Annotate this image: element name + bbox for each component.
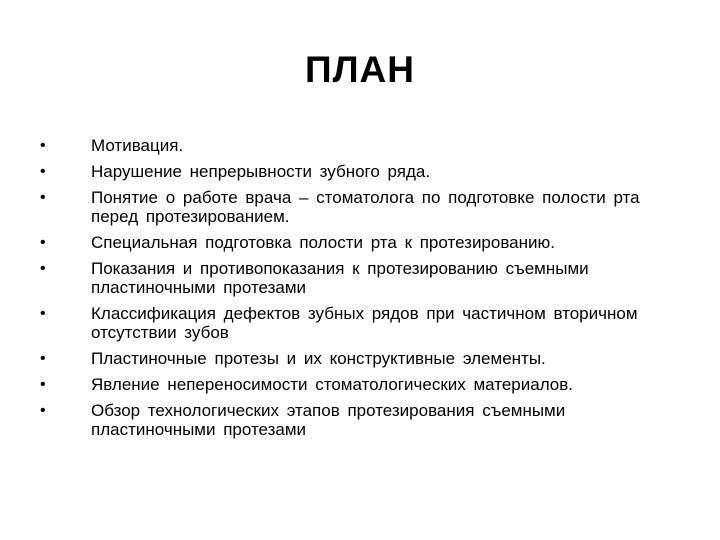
bullet-icon: • bbox=[40, 402, 46, 419]
list-item bbox=[40, 188, 690, 226]
list-item bbox=[40, 136, 690, 155]
plan-list bbox=[40, 136, 690, 446]
bullet-icon: • bbox=[40, 234, 46, 251]
bullet-icon: • bbox=[40, 305, 46, 322]
list-item-text: Обзор технологических этапов протезирования съемными пластиночными протезами bbox=[91, 401, 566, 439]
list-item-text: Классификация дефектов зубных рядов при частичном вторичном отсутствии зубов bbox=[91, 304, 638, 342]
list-item-text: Понятие о работе врача – стоматолога по подготовке полости рта перед протезированием. bbox=[91, 188, 640, 226]
bullet-icon: • bbox=[40, 260, 46, 277]
list-item bbox=[40, 375, 690, 394]
list-item-text: Пластиночные протезы и их конструктивные элементы. bbox=[91, 349, 546, 368]
list-item bbox=[40, 304, 690, 342]
list-item-text: Мотивация. bbox=[91, 136, 184, 155]
slide-title: ПЛАН bbox=[305, 49, 415, 90]
list-item-text: Явление непереносимости стоматологических материалов. bbox=[91, 375, 574, 394]
list-item-text: Нарушение непрерывности зубного ряда. bbox=[91, 162, 431, 181]
list-item bbox=[40, 233, 690, 252]
list-item bbox=[40, 401, 690, 439]
list-item-text: Показания и противопоказания к протезированию съемными пластиночными протезами bbox=[91, 259, 589, 297]
list-item bbox=[40, 349, 690, 368]
list-item bbox=[40, 259, 690, 297]
bullet-icon: • bbox=[40, 189, 46, 206]
bullet-icon: • bbox=[40, 350, 46, 367]
bullet-icon: • bbox=[40, 137, 46, 154]
bullet-icon: • bbox=[40, 376, 46, 393]
list-item-text: Специальная подготовка полости рта к протезированию. bbox=[91, 233, 555, 252]
list-item bbox=[40, 162, 690, 181]
bullet-icon: • bbox=[40, 163, 46, 180]
